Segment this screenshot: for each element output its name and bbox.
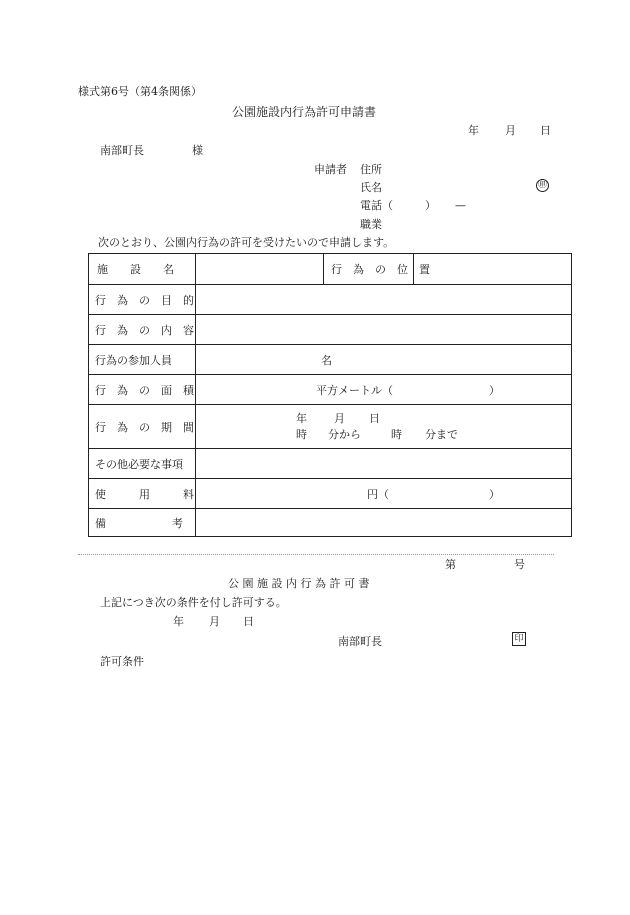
permit-title: 公 園 施 設 内 行 為 許 可 書 <box>228 577 370 590</box>
fee-unit: 円（ <box>367 488 389 501</box>
permit-number-suffix: 号 <box>514 558 525 571</box>
date-day: 日 <box>540 124 551 137</box>
permit-conditions-label: 許可条件 <box>100 655 144 668</box>
period-until: 分まで <box>425 428 458 441</box>
intro-text: 次のとおり、公園内行為の許可を受けたいので申請します。 <box>98 236 395 249</box>
row1-divider-b <box>413 254 414 284</box>
period-month: 月 <box>334 412 345 425</box>
period-day: 日 <box>369 412 380 425</box>
row-area <box>89 375 571 405</box>
area-label: 行 為 の 面 積 <box>95 384 194 397</box>
date-month: 月 <box>505 124 516 137</box>
fee-label: 使 用 料 <box>95 488 194 501</box>
facility-name-label: 施 設 名 <box>97 263 174 276</box>
permit-date-day: 日 <box>243 615 254 628</box>
permit-number-prefix: 第 <box>445 558 456 571</box>
row-period <box>89 405 571 449</box>
applicant-address-label: 住所 <box>360 163 382 176</box>
permit-date-month: 月 <box>209 615 220 628</box>
addressee: 南部町長 <box>100 144 144 157</box>
application-table <box>88 253 572 537</box>
applicant-name-label: 氏名 <box>360 181 382 194</box>
period-hour2: 時 <box>391 428 402 441</box>
content-label: 行 為 の 内 容 <box>95 324 194 337</box>
form-title: 公園施設内行為許可申請書 <box>232 105 377 119</box>
area-close: ） <box>489 384 500 397</box>
applicant-label: 申請者 <box>314 163 347 176</box>
action-location-label: 行 為 の 位 置 <box>331 263 430 276</box>
permit-date-year: 年 <box>173 615 184 628</box>
form-number: 様式第6号（第4条関係） <box>78 85 202 98</box>
row-other <box>89 449 571 479</box>
row-fee <box>89 479 571 509</box>
permit-statement: 上記につき次の条件を付し許可する。 <box>100 596 287 609</box>
row-facility <box>89 254 571 285</box>
permit-issuer: 南部町長 <box>338 635 382 648</box>
participants-label: 行為の参加人員 <box>95 354 172 367</box>
row-content <box>89 315 571 345</box>
row-remarks <box>89 509 571 537</box>
other-label: その他必要な事項 <box>95 458 183 471</box>
date-year: 年 <box>468 124 479 137</box>
applicant-occupation-label: 職業 <box>360 218 382 231</box>
area-unit: 平方メートル（ <box>316 384 393 397</box>
remarks-label: 備 考 <box>95 517 183 530</box>
period-hour: 時 <box>296 428 307 441</box>
applicant-phone-label: 電話（ <box>360 199 393 212</box>
applicant-phone-dash: — <box>455 199 466 212</box>
participants-unit: 名 <box>321 354 332 367</box>
fee-close: ） <box>489 488 500 501</box>
purpose-label: 行 為 の 目 的 <box>95 294 194 307</box>
row1-divider-a <box>323 254 324 284</box>
row-purpose <box>89 285 571 315</box>
applicant-phone-close: ） <box>425 199 436 212</box>
seal-stamp-icon: 印 <box>512 632 526 646</box>
period-year: 年 <box>296 412 307 425</box>
seal-icon: ㊞ <box>537 180 547 190</box>
separator-line <box>78 554 554 555</box>
period-from: 分から <box>328 428 361 441</box>
period-label: 行 為 の 期 間 <box>95 421 194 434</box>
addressee-honorific: 様 <box>192 144 203 157</box>
row-participants <box>89 345 571 375</box>
